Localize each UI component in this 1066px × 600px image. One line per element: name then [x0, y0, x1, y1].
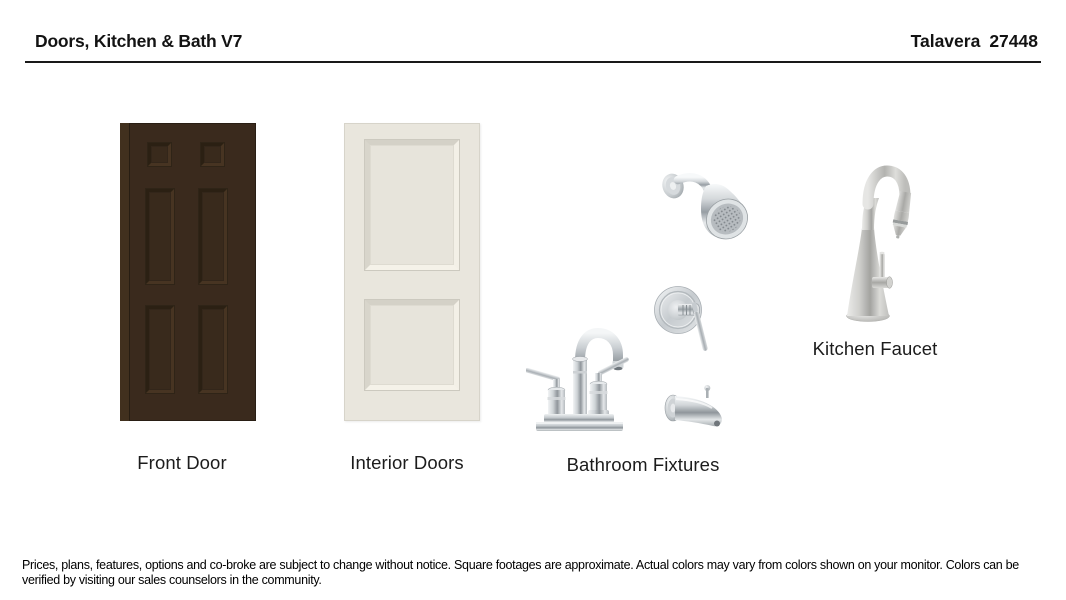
interior-doors-label: Interior Doors — [350, 452, 464, 473]
interior-door-image — [344, 123, 480, 421]
door-panel — [148, 143, 171, 166]
door-panel — [201, 143, 224, 166]
shower-valve-image — [650, 276, 712, 356]
bathroom-faucet-image — [526, 323, 632, 439]
page-title: Doors, Kitchen & Bath V7 — [35, 31, 243, 51]
door-panel — [199, 189, 227, 284]
plan-number: 27448 — [989, 31, 1038, 51]
header-divider — [25, 61, 1041, 63]
front-door-image — [120, 123, 256, 421]
plan-title — [911, 31, 1038, 52]
disclaimer-line: verified by visiting our sales counselors in the community. — [22, 573, 322, 587]
door-panel — [365, 300, 459, 390]
tub-spout-image — [662, 383, 728, 431]
kitchen-faucet-image — [840, 160, 940, 325]
door-panel — [365, 140, 459, 270]
door-panel — [146, 189, 174, 284]
front-door-label: Front Door — [137, 452, 227, 473]
disclaimer-line: Prices, plans, features, options and co-broke are subject to change without notice. Square footages are approximate. Actual colors may vary from colors shown on your monitor. Colors can be — [22, 558, 1019, 572]
footer-disclaimer — [22, 558, 1042, 588]
front-door-edge — [120, 123, 130, 421]
shower-head-image — [660, 172, 752, 244]
bathroom-fixtures-label: Bathroom Fixtures — [566, 454, 720, 475]
door-panel — [199, 306, 227, 393]
kitchen-faucet-label: Kitchen Faucet — [812, 338, 938, 359]
community-name: Talavera — [910, 31, 981, 51]
door-panel — [146, 306, 174, 393]
